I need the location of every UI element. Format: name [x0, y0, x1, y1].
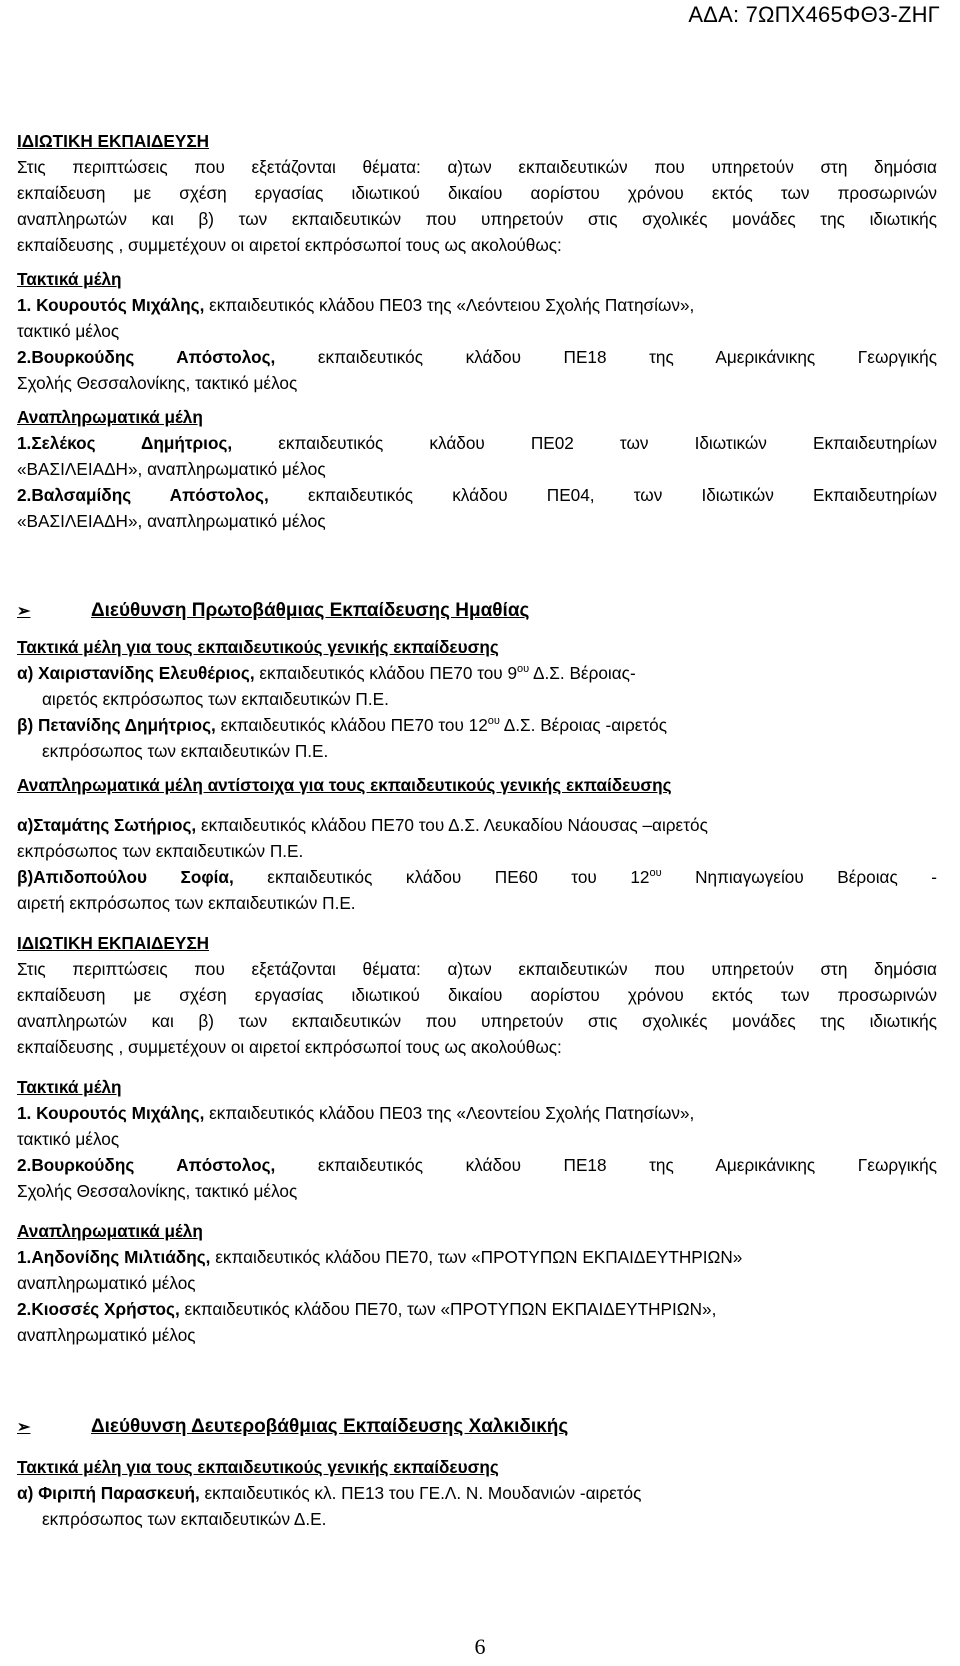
- page-number: 6: [474, 1634, 486, 1659]
- directorate-heading: ➢ Διεύθυνση Πρωτοβάθμιας Εκπαίδευσης Ημαθίας: [17, 600, 530, 621]
- paragraph-line: εκπαίδευση με σχέση εργασίας ιδιωτικού δικαίου αορίστου χρόνου εκτός των προσωρινών: [17, 985, 937, 1005]
- paragraph-line: εκπαίδευσης , συμμετέχουν οι αιρετοί εκπρόσωποί τους ως ακολούθως:: [17, 1037, 562, 1057]
- member-entry-cont: εκπρόσωπος των εκπαιδευτικών Π.Ε.: [42, 741, 329, 761]
- arrow-bullet-icon: ➢: [17, 603, 31, 620]
- paragraph-line: Στις περιπτώσεις που εξετάζονται θέματα: α)των εκπαιδευτικών που υπηρετούν στη δημόσια: [17, 157, 937, 177]
- member-entry: α)Σταμάτης Σωτήριος, εκπαιδευτικός κλάδου ΠΕ70 του Δ.Σ. Λευκαδίου Νάουσας –αιρετός: [17, 815, 708, 835]
- member-entry: 1. Κουρουτός Μιχάλης, εκπαιδευτικός κλάδου ΠΕ03 της «Λεόντειου Σχολής Πατησίων»,: [17, 295, 695, 315]
- document-body: [17, 128, 937, 1532]
- regular-members-heading: Τακτικά μέλη: [17, 269, 122, 289]
- regular-members-heading: Τακτικά μέλη: [17, 1077, 122, 1097]
- alternate-members-heading: Αναπληρωματικά μέλη: [17, 407, 203, 427]
- paragraph-line: εκπαίδευσης , συμμετέχουν οι αιρετοί εκπρόσωποί τους ως ακολούθως:: [17, 235, 562, 255]
- member-entry: 2.Βαλσαμίδης Απόστολος, εκπαιδευτικός κλάδου ΠΕ04, των Ιδιωτικών Εκπαιδευτηρίων: [17, 485, 938, 505]
- member-entry: 2.Κιοσσές Χρήστος, εκπαιδευτικός κλάδου ΠΕ70, των «ΠΡΟΤΥΠΩΝ ΕΚΠΑΙΔΕΥΤΗΡΙΩΝ»,: [17, 1299, 717, 1319]
- member-entry-cont: αιρετή εκπρόσωπος των εκπαιδευτικών Π.Ε.: [17, 893, 356, 913]
- member-entry-cont: τακτικό μέλος: [17, 1129, 120, 1149]
- alternate-members-heading: Αναπληρωματικά μέλη: [17, 1221, 203, 1241]
- member-entry-cont: εκπρόσωπος των εκπαιδευτικών Π.Ε.: [17, 841, 304, 861]
- paragraph-line: αναπληρωτών και β) των εκπαιδευτικών που υπηρετούν στις σχολικές μονάδες της ιδιωτικής: [17, 1011, 937, 1031]
- arrow-bullet-icon: ➢: [17, 1419, 31, 1436]
- member-entry-cont: εκπρόσωπος των εκπαιδευτικών Δ.Ε.: [42, 1509, 327, 1529]
- section-heading: ΙΔΙΩΤΙΚΗ ΕΚΠΑΙΔΕΥΣΗ: [17, 131, 210, 151]
- regular-members-heading: Τακτικά μέλη για τους εκπαιδευτικούς γενικής εκπαίδευσης: [17, 637, 499, 657]
- section-heading: ΙΔΙΩΤΙΚΗ ΕΚΠΑΙΔΕΥΣΗ: [17, 933, 210, 953]
- member-entry-cont: αναπληρωματικό μέλος: [17, 1325, 196, 1345]
- member-entry: β) Πετανίδης Δημήτριος, εκπαιδευτικός κλάδου ΠΕ70 του $12^{o\upsilon}$ Δ.Σ. Βέροιας -αιρετός: [17, 715, 668, 735]
- paragraph-line: αναπληρωτών και β) των εκπαιδευτικών που υπηρετούν στις σχολικές μονάδες της ιδιωτικής: [17, 209, 937, 229]
- member-entry: α) Χαιριστανίδης Ελευθέριος, εκπαιδευτικός κλάδου ΠΕ70 του $9^{o\upsilon}$ Δ.Σ. Βέροιας-: [17, 663, 636, 683]
- member-entry-cont: τακτικό μέλος: [17, 321, 120, 341]
- member-entry-cont: «ΒΑΣΙΛΕΙΑΔΗ», αναπληρωματικό μέλος: [17, 459, 326, 479]
- member-entry: 1.Σελέκος Δημήτριος, εκπαιδευτικός κλάδου ΠΕ02 των Ιδιωτικών Εκπαιδευτηρίων: [17, 433, 937, 453]
- member-entry-cont: Σχολής Θεσσαλονίκης, τακτικό μέλος: [17, 1181, 298, 1201]
- member-entry-cont: Σχολής Θεσσαλονίκης, τακτικό μέλος: [17, 373, 298, 393]
- member-entry: α) Φιριπή Παρασκευή, εκπαιδευτικός κλ. ΠΕ13 του ΓΕ.Λ. Ν. Μουδανιών -αιρετός: [17, 1483, 642, 1503]
- member-entry: β)Απιδοπούλου Σοφία, εκπαιδευτικός κλάδου ΠΕ60 του $12^{o\upsilon}$ Νηπιαγωγείου Βέροιας -: [17, 867, 937, 887]
- member-entry: 1.Αηδονίδης Μιλτιάδης, εκπαιδευτικός κλάδου ΠΕ70, των «ΠΡΟΤΥΠΩΝ ΕΚΠΑΙΔΕΥΤΗΡΙΩΝ»: [17, 1247, 743, 1267]
- paragraph-line: Στις περιπτώσεις που εξετάζονται θέματα: α)των εκπαιδευτικών που υπηρετούν στη δημόσια: [17, 959, 937, 979]
- member-entry: 2.Βουρκούδης Απόστολος, εκπαιδευτικός κλάδου ΠΕ18 της Αμερικάνικης Γεωργικής: [17, 1155, 937, 1175]
- regular-members-heading: Τακτικά μέλη για τους εκπαιδευτικούς γενικής εκπαίδευσης: [17, 1457, 499, 1477]
- alternate-members-heading: Αναπληρωματικά μέλη αντίστοιχα για τους εκπαιδευτικούς γενικής εκπαίδευσης: [17, 775, 672, 795]
- ada-code: ΑΔΑ: 7ΩΠΧ465ΦΘ3-ΖΗΓ: [688, 2, 940, 27]
- member-entry: 2.Βουρκούδης Απόστολος, εκπαιδευτικός κλάδου ΠΕ18 της Αμερικάνικης Γεωργικής: [17, 347, 937, 367]
- member-entry: 1. Κουρουτός Μιχάλης, εκπαιδευτικός κλάδου ΠΕ03 της «Λεοντείου Σχολής Πατησίων»,: [17, 1103, 695, 1123]
- paragraph-line: εκπαίδευση με σχέση εργασίας ιδιωτικού δικαίου αορίστου χρόνου εκτός των προσωρινών: [17, 183, 937, 203]
- member-entry-cont: «ΒΑΣΙΛΕΙΑΔΗ», αναπληρωματικό μέλος: [17, 511, 326, 531]
- directorate-heading: ➢ Διεύθυνση Δευτεροβάθμιας Εκπαίδευσης Χαλκιδικής: [17, 1416, 569, 1437]
- member-entry-cont: αναπληρωματικό μέλος: [17, 1273, 196, 1293]
- member-entry-cont: αιρετός εκπρόσωπος των εκπαιδευτικών Π.Ε.: [42, 689, 389, 709]
